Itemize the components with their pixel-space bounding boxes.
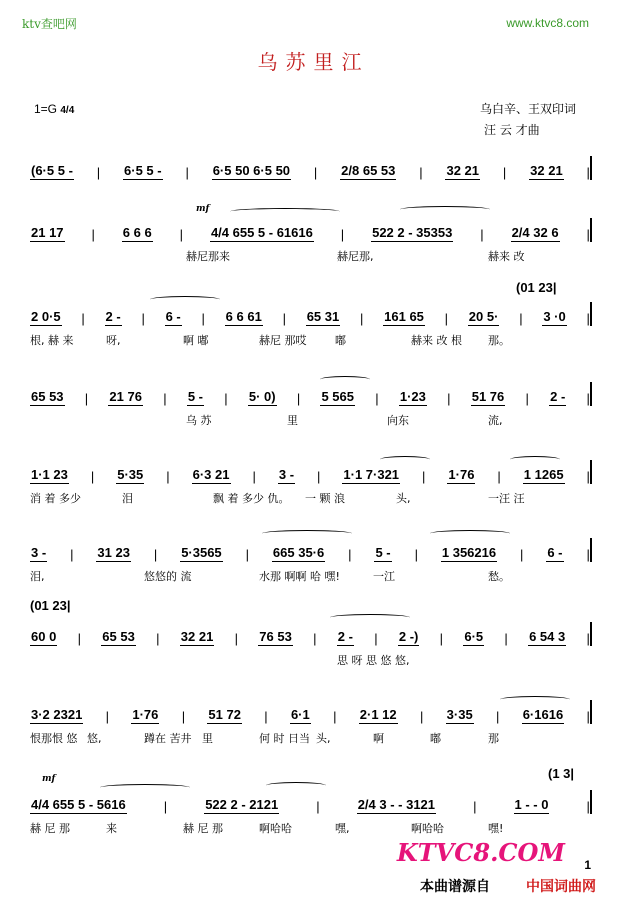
note-group: 5· 0) — [248, 389, 276, 404]
barline: | — [245, 547, 249, 562]
barline: | — [586, 547, 590, 562]
key-text: 1=G — [34, 102, 58, 116]
slur — [266, 782, 326, 789]
barline: | — [313, 165, 318, 180]
score-line — [30, 382, 592, 406]
barline: | — [586, 709, 590, 724]
note-group: 6·3 21 — [192, 467, 230, 482]
cue-notes-3: (1 3| — [548, 766, 575, 781]
barline: | — [502, 165, 507, 180]
note-group: 32 21 — [446, 163, 480, 178]
lyric-fragment: 嘟 — [430, 732, 441, 745]
lyrics-line — [30, 730, 590, 746]
note-group: 32 21 — [530, 163, 563, 178]
barline: | — [282, 311, 286, 326]
score-line — [30, 622, 592, 646]
barline: | — [91, 227, 95, 242]
note-group: 1·1 23 — [31, 467, 68, 482]
note-group: 6·5 5 - — [124, 163, 162, 178]
note-group: 31 23 — [97, 545, 130, 560]
note-group: 5·35 — [117, 467, 144, 482]
slur — [430, 530, 510, 537]
lyric-fragment: 赫来 改 — [488, 250, 525, 263]
barline: | — [333, 709, 337, 724]
lyrics-line — [30, 490, 590, 506]
note-group: 4/4 655 5 - 61616 — [210, 225, 313, 240]
time-signature: 4/4 — [60, 105, 75, 116]
lyrics-line — [30, 248, 590, 264]
note-group: (6·5 5 - — [31, 163, 73, 178]
barline: | — [81, 311, 85, 326]
barline: | — [504, 631, 508, 646]
barline: | — [444, 311, 449, 326]
barline: | — [360, 311, 364, 326]
lyrics-line — [30, 412, 590, 428]
note-group: 1 1265 — [523, 467, 564, 482]
lyric-fragment: 里 — [287, 414, 298, 427]
barline: | — [264, 709, 268, 724]
lyric-fragment: 嘿, — [335, 822, 350, 835]
lyric-fragment: 水那 啊啊 哈 嘿! — [259, 570, 340, 583]
lyric-fragment: 飘 着 多少 仇。 — [213, 492, 290, 505]
slur — [230, 208, 340, 215]
score-line — [30, 460, 592, 484]
song-title: 乌苏里江 — [257, 50, 370, 74]
lyric-fragment: 啊哈哈 — [259, 822, 292, 835]
note-group: 60 0 — [31, 629, 57, 644]
note-group: 5 565 — [321, 389, 354, 404]
lyric-fragment: 头, — [396, 492, 411, 505]
barline: | — [419, 709, 424, 724]
lyric-fragment: 悠悠的 流 — [144, 570, 192, 583]
note-group: 2/4 3 - - 3121 — [357, 797, 436, 812]
slur — [400, 206, 490, 213]
note-group: 2 - — [337, 629, 353, 644]
source-label: 本曲谱源自 — [420, 879, 490, 895]
barline: | — [422, 469, 426, 484]
slur — [262, 530, 352, 537]
source-site: 中国词曲网 — [526, 879, 596, 895]
note-group: 5 - — [187, 389, 203, 404]
lyric-fragment: 消 着 多少 — [30, 492, 81, 505]
note-group: 3 ·0 — [543, 309, 566, 324]
barline: | — [179, 227, 184, 242]
score-line — [30, 302, 592, 326]
note-group: 161 65 — [384, 309, 424, 324]
barline: | — [296, 391, 301, 406]
key-signature — [34, 102, 74, 116]
note-group: 2 - — [105, 309, 121, 324]
barline: | — [374, 631, 378, 646]
lyric-fragment: 赫 尼 那 — [183, 822, 223, 835]
score-line — [30, 538, 592, 562]
note-group: 21 17 — [31, 225, 64, 240]
note-group: 1·76 — [132, 707, 159, 722]
barline: | — [375, 391, 379, 406]
lyric-fragment: 赫尼 那哎 — [259, 334, 307, 347]
barline: | — [586, 165, 590, 180]
site-name-left: ktv查吧网 — [22, 17, 77, 31]
barline: | — [84, 391, 89, 406]
note-group: 5·3565 — [181, 545, 222, 560]
note-group: 6·5 — [464, 629, 484, 644]
note-group: 6·1 — [290, 707, 310, 722]
barline: | — [166, 469, 170, 484]
note-group: 2 0·5 — [31, 309, 61, 324]
note-group: 1·76 — [448, 467, 475, 482]
lyric-fragment: 泪, — [30, 570, 45, 583]
note-group: 6 6 6 — [122, 225, 152, 240]
lyric-fragment: 一 颗 浪 — [305, 492, 345, 505]
barline: | — [313, 631, 317, 646]
lyric-fragment: 呀, — [106, 334, 121, 347]
barline: | — [520, 547, 524, 562]
lyric-fragment: 嘟 — [335, 334, 346, 347]
note-group: 51 72 — [208, 707, 241, 722]
note-group: 3 - — [278, 467, 295, 482]
barline: | — [224, 391, 228, 406]
lyric-fragment: 恨那恨 悠 — [30, 732, 78, 745]
barline: | — [497, 469, 501, 484]
barline: | — [163, 391, 167, 406]
lyric-fragment: 啊 — [373, 732, 384, 745]
barline: | — [77, 631, 81, 646]
note-group: 76 53 — [259, 629, 292, 644]
cue-notes-1: (01 23| — [516, 280, 557, 295]
lyric-fragment: 一汪 汪 — [488, 492, 525, 505]
note-group: 2/8 65 53 — [341, 163, 396, 178]
lyric-fragment: 赫来 改 根 — [411, 334, 462, 347]
score-line — [30, 790, 592, 814]
barline: | — [447, 391, 451, 406]
lyric-fragment: 来 — [106, 822, 117, 835]
lyric-fragment: 那。 — [488, 334, 510, 347]
barline: | — [586, 799, 590, 814]
note-group: 2/4 32 6 — [511, 225, 559, 240]
lyric-fragment: 根, 赫 来 — [30, 334, 74, 347]
barline: | — [586, 311, 590, 326]
barline: | — [519, 311, 523, 326]
barline: | — [414, 547, 418, 562]
lyric-fragment: 悠, — [87, 732, 102, 745]
lyric-fragment: 愁。 — [488, 570, 510, 583]
note-group: 6 54 3 — [529, 629, 566, 644]
lyric-fragment: 一江 — [373, 570, 395, 583]
barline: | — [525, 391, 529, 406]
note-group: 522 2 - 35353 — [372, 225, 453, 240]
composer-credit: 汪 云 才曲 — [484, 123, 540, 137]
barline: | — [234, 631, 238, 646]
barline: | — [156, 631, 160, 646]
lyrics-line — [30, 820, 590, 836]
note-group: 32 21 — [180, 629, 214, 644]
lyric-fragment: 蹲在 苦井 — [144, 732, 192, 745]
barline: | — [252, 469, 256, 484]
note-group: 1·23 — [399, 389, 426, 404]
note-group: 3·35 — [446, 707, 473, 722]
note-group: 6 6 61 — [225, 309, 262, 324]
barline: | — [586, 631, 590, 646]
lyric-fragment: 赫尼那, — [337, 250, 374, 263]
lyrics-line — [30, 652, 590, 668]
barline: | — [480, 227, 484, 242]
lyric-fragment: 泪 — [122, 492, 133, 505]
lyric-fragment: 何 时 日当 — [259, 732, 310, 745]
note-group: 65 31 — [306, 309, 340, 324]
note-group: 6·5 50 6·5 50 — [212, 163, 291, 178]
note-group: 4/4 655 5 - 5616 — [31, 797, 126, 812]
note-group: 65 53 — [31, 389, 64, 404]
note-group: 2 - — [550, 389, 566, 404]
lyric-fragment: 里 — [202, 732, 213, 745]
note-group: 21 76 — [109, 389, 142, 404]
note-group: 1 356216 — [441, 545, 497, 560]
note-group: 3·2 2321 — [31, 707, 83, 722]
note-group: 665 35·6 — [272, 545, 325, 560]
note-group: 1·1 7·321 — [343, 467, 400, 482]
barline: | — [181, 709, 186, 724]
barline: | — [419, 165, 423, 180]
lyric-fragment: 流, — [488, 414, 503, 427]
note-group: 1 - - 0 — [514, 797, 549, 812]
score-line — [30, 700, 592, 724]
note-group: 6 - — [165, 309, 181, 324]
barline: | — [141, 311, 145, 326]
lyric-fragment: 向东 — [387, 414, 409, 427]
barline: | — [586, 469, 590, 484]
lyric-fragment: 赫 尼 那 — [30, 822, 70, 835]
note-group: 2·1 12 — [359, 707, 397, 722]
page-number: 1 — [584, 858, 591, 872]
note-group: 2 -) — [398, 629, 419, 644]
note-group: 5 - — [375, 545, 391, 560]
lyric-fragment: 啊哈哈 — [411, 822, 444, 835]
barline: | — [90, 469, 95, 484]
lyric-fragment: 赫尼那来 — [186, 250, 230, 263]
barline: | — [473, 799, 477, 814]
barline: | — [496, 709, 500, 724]
barline: | — [439, 631, 444, 646]
lyric-fragment: 思 呀 思 悠 悠, — [337, 654, 410, 667]
barline: | — [163, 799, 168, 814]
lyricist-credit: 乌白辛、王双印词 — [480, 102, 577, 116]
barline: | — [586, 227, 590, 242]
note-group: 20 5· — [468, 309, 499, 324]
lyrics-line — [30, 568, 590, 584]
score-line — [30, 156, 592, 180]
score-line — [30, 218, 592, 242]
note-group: 6·1616 — [522, 707, 564, 722]
barline: | — [70, 547, 74, 562]
cue-notes-2: (01 23| — [30, 598, 71, 613]
barline: | — [153, 547, 158, 562]
note-group: 6 - — [547, 545, 563, 560]
barline: | — [105, 709, 110, 724]
lyric-fragment: 乌 苏 — [186, 414, 212, 427]
lyric-fragment: 嘿! — [488, 822, 504, 835]
note-group: 522 2 - 2121 — [205, 797, 279, 812]
lyric-fragment: 那 — [488, 732, 499, 745]
dynamic-mark: mf — [42, 774, 56, 784]
note-group: 65 53 — [102, 629, 135, 644]
lyric-fragment: 头, — [316, 732, 331, 745]
barline: | — [185, 165, 189, 180]
lyric-fragment: 啊 嘟 — [183, 334, 209, 347]
note-group: 51 76 — [471, 389, 505, 404]
barline: | — [96, 165, 101, 180]
barline: | — [348, 547, 352, 562]
slur — [330, 614, 410, 621]
barline: | — [317, 469, 321, 484]
lyrics-line — [30, 332, 590, 348]
barline: | — [201, 311, 205, 326]
dynamic-mark: mf — [196, 204, 210, 214]
barline: | — [316, 799, 320, 814]
site-url-right: www.ktvc8.com — [506, 16, 589, 30]
site-logo-watermark: KTVC8.COM — [396, 838, 565, 867]
barline: | — [340, 227, 345, 242]
note-group: 3 - — [31, 545, 47, 560]
barline: | — [586, 391, 590, 406]
